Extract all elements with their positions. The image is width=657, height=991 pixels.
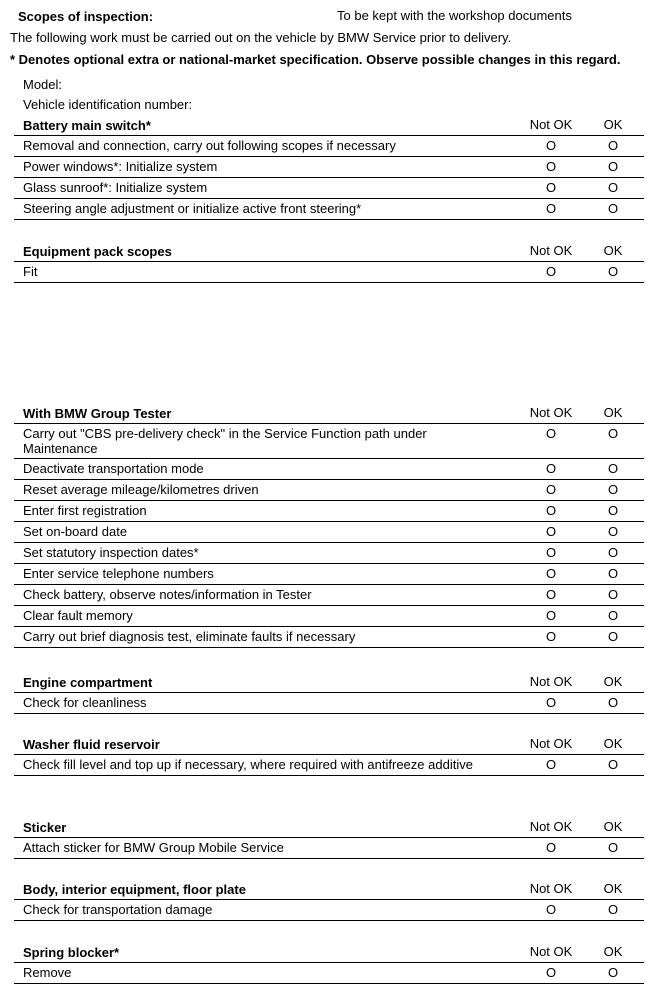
ok-checkbox[interactable]: O [607,545,619,560]
not-ok-checkbox[interactable]: O [545,264,557,279]
item-text: Carry out "CBS pre-delivery check" in the Service Function path under Maintenance [23,426,427,456]
not-ok-header: Not OK [529,243,573,258]
section-rule [14,899,644,900]
not-ok-header: Not OK [529,881,573,896]
row-rule [14,542,644,543]
row-rule [14,647,644,648]
row-rule [14,458,644,459]
ok-header: OK [603,243,623,258]
item-text: Check for cleanliness [23,695,147,710]
not-ok-checkbox[interactable]: O [545,159,557,174]
not-ok-header: Not OK [529,674,573,689]
ok-header: OK [603,736,623,751]
item-text: Set statutory inspection dates* [23,545,199,560]
row-rule [14,983,644,984]
not-ok-checkbox[interactable]: O [545,545,557,560]
model-label: Model: [23,77,63,92]
ok-header: OK [603,819,623,834]
not-ok-checkbox[interactable]: O [545,587,557,602]
ok-header: OK [603,405,623,420]
section-rule [14,754,644,755]
not-ok-checkbox[interactable]: O [545,757,557,772]
not-ok-checkbox[interactable]: O [545,695,557,710]
not-ok-header: Not OK [529,405,573,420]
item-text: Fit [23,264,38,279]
ok-checkbox[interactable]: O [607,902,619,917]
item-text: Attach sticker for BMW Group Mobile Service [23,840,284,855]
item-text: Reset average mileage/kilometres driven [23,482,259,497]
section-title: Battery main switch* [23,118,151,133]
ok-header: OK [603,944,623,959]
intro-text: The following work must be carried out on the vehicle by BMW Service prior to delivery. [10,30,512,45]
ok-checkbox[interactable]: O [607,629,619,644]
section-rule [14,135,644,136]
row-rule [14,156,644,157]
item-text: Set on-board date [23,524,128,539]
row-rule [14,858,644,859]
row-rule [14,198,644,199]
section-title: With BMW Group Tester [23,406,172,421]
item-text: Clear fault memory [23,608,133,623]
not-ok-checkbox[interactable]: O [545,840,557,855]
section-title: Washer fluid reservoir [23,737,160,752]
row-rule [14,920,644,921]
ok-checkbox[interactable]: O [607,503,619,518]
item-text: Carry out brief diagnosis test, eliminate faults if necessary [23,629,356,644]
row-rule [14,500,644,501]
not-ok-checkbox[interactable]: O [545,902,557,917]
ok-checkbox[interactable]: O [607,461,619,476]
row-rule [14,605,644,606]
item-text: Removal and connection, carry out following scopes if necessary [23,138,396,153]
ok-checkbox[interactable]: O [607,840,619,855]
item-text: Power windows*: Initialize system [23,159,218,174]
section-title: Body, interior equipment, floor plate [23,882,246,897]
not-ok-header: Not OK [529,736,573,751]
not-ok-header: Not OK [529,819,573,834]
keep-note: To be kept with the workshop documents [337,8,572,23]
section-title: Sticker [23,820,67,835]
row-rule [14,713,644,714]
ok-checkbox[interactable]: O [607,566,619,581]
not-ok-checkbox[interactable]: O [545,201,557,216]
item-text: Enter service telephone numbers [23,566,214,581]
section-title: Equipment pack scopes [23,244,172,259]
section-rule [14,423,644,424]
item-text: Enter first registration [23,503,147,518]
item-text: Steering angle adjustment or initialize active front steering* [23,201,362,216]
ok-header: OK [603,117,623,132]
item-text: Remove [23,965,72,980]
item-text: Check battery, observe notes/information in Tester [23,587,312,602]
item-text: Glass sunroof*: Initialize system [23,180,208,195]
ok-checkbox[interactable]: O [607,482,619,497]
section-title: Engine compartment [23,675,153,690]
ok-checkbox[interactable]: O [607,138,619,153]
not-ok-checkbox[interactable]: O [545,524,557,539]
ok-checkbox[interactable]: O [607,426,619,441]
ok-checkbox[interactable]: O [607,587,619,602]
vin-label: Vehicle identification number: [23,97,193,112]
ok-checkbox[interactable]: O [607,264,619,279]
ok-checkbox[interactable]: O [607,524,619,539]
row-rule [14,219,644,220]
row-rule [14,775,644,776]
item-text: Check fill level and top up if necessary, where required with antifreeze additive [23,757,473,772]
row-rule [14,282,644,283]
section-title: Spring blocker* [23,945,120,960]
ok-header: OK [603,674,623,689]
row-rule [14,584,644,585]
not-ok-header: Not OK [529,944,573,959]
section-rule [14,962,644,963]
not-ok-checkbox[interactable]: O [545,426,557,441]
not-ok-checkbox[interactable]: O [545,608,557,623]
ok-checkbox[interactable]: O [607,757,619,772]
page-title: Scopes of inspection: [18,9,154,24]
item-text: Deactivate transportation mode [23,461,204,476]
ok-checkbox[interactable]: O [607,695,619,710]
not-ok-checkbox[interactable]: O [545,482,557,497]
not-ok-checkbox[interactable]: O [545,965,557,980]
not-ok-checkbox[interactable]: O [545,629,557,644]
section-rule [14,837,644,838]
not-ok-checkbox[interactable]: O [545,503,557,518]
ok-checkbox[interactable]: O [607,608,619,623]
not-ok-checkbox[interactable]: O [545,461,557,476]
ok-checkbox[interactable]: O [607,180,619,195]
ok-checkbox[interactable]: O [607,201,619,216]
row-rule [14,563,644,564]
section-rule [14,261,644,262]
row-rule [14,626,644,627]
row-rule [14,177,644,178]
not-ok-checkbox[interactable]: O [545,138,557,153]
not-ok-header: Not OK [529,117,573,132]
footnote: * Denotes optional extra or national-market specification. Observe possible changes in this regard. [10,52,621,67]
item-text: Check for transportation damage [23,902,213,917]
row-rule [14,521,644,522]
ok-checkbox[interactable]: O [607,159,619,174]
ok-header: OK [603,881,623,896]
ok-checkbox[interactable]: O [607,965,619,980]
not-ok-checkbox[interactable]: O [545,566,557,581]
row-rule [14,479,644,480]
not-ok-checkbox[interactable]: O [545,180,557,195]
section-rule [14,692,644,693]
